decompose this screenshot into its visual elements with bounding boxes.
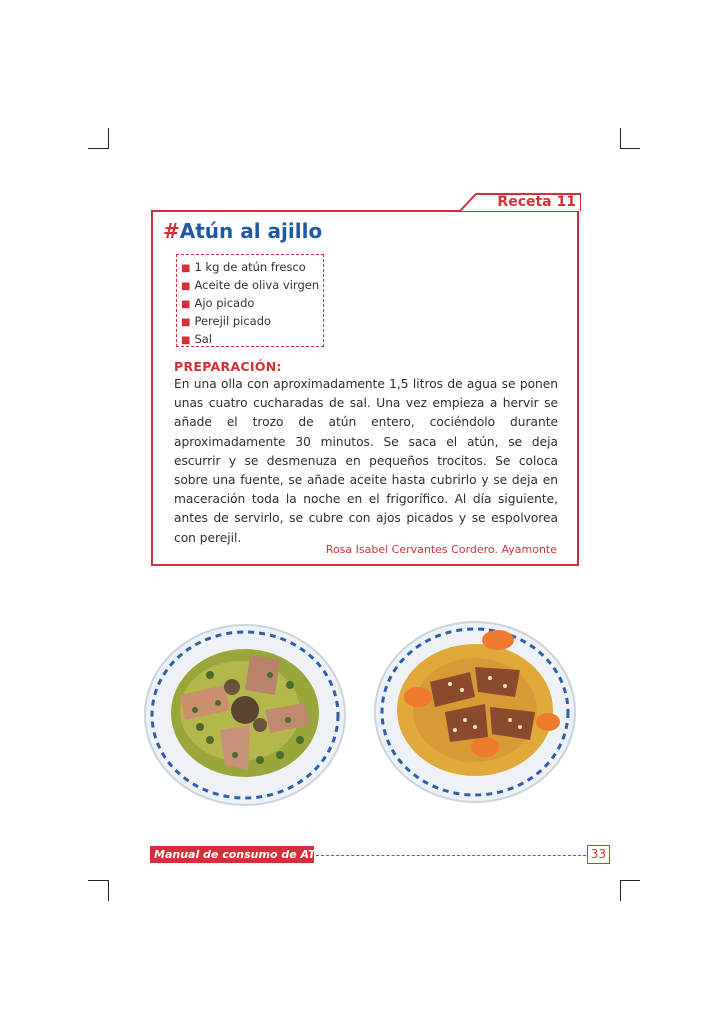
ingredient-item: ■ Aceite de oliva virgen [181, 278, 320, 292]
bullet-icon: ■ [181, 335, 191, 346]
dish-photo-right [370, 612, 580, 807]
ingredient-item: ■ Perejil picado [181, 314, 272, 328]
crop-mark-bottom-right-h [620, 880, 640, 881]
bullet-icon: ■ [181, 317, 191, 328]
preparation-text: En una olla con aproximadamente 1,5 litros de agua se ponen unas cuatro cucharadas de sal. Una vez empieza a hervir se añade el trozo de atún entero, cociéndolo durante aproximadamente 30 minutos. Se saca el atún, se deja escurrir y se desmenuza en pequeños trocitos. Se coloca sobre una fuente, se añade aceite hasta cubrirlo y se deja en maceración toda la noche en el frigorífico. Al día siguiente, antes de servirlo, se cubre con ajos picados y se espolvorea con perejil. [174, 377, 558, 545]
manual-label: Manual de consumo de ATÚN [150, 846, 314, 863]
crop-mark-bottom-right-v [620, 880, 621, 901]
title-text: Atún al ajillo [179, 219, 323, 243]
crop-mark-top-left-h [88, 148, 108, 149]
crop-mark-top-right-h [620, 148, 640, 149]
bullet-icon: ■ [181, 299, 191, 310]
recipe-title [163, 219, 322, 243]
ingredient-item: ■ Sal [181, 332, 212, 346]
recipe-author: Rosa Isabel Cervantes Cordero. Ayamonte [325, 543, 557, 556]
page-number: 33 [587, 845, 610, 864]
dish-photo-left [140, 615, 350, 810]
preparation-heading: PREPARACIÓN: [174, 359, 282, 374]
ingredients-list [176, 254, 324, 347]
ingredient-item: ■ Ajo picado [181, 296, 255, 310]
title-hash-mark: # [163, 219, 180, 243]
crop-mark-top-right-v [620, 128, 621, 149]
bullet-icon: ■ [181, 281, 191, 292]
recipe-number: Receta 11 [497, 194, 576, 210]
crop-mark-bottom-left-h [88, 880, 108, 881]
bullet-icon: ■ [181, 263, 191, 274]
footer-divider [316, 855, 586, 856]
ingredient-item: ■ 1 kg de atún fresco [181, 260, 306, 274]
crop-mark-top-left-v [108, 128, 109, 149]
crop-mark-bottom-left-v [108, 880, 109, 901]
